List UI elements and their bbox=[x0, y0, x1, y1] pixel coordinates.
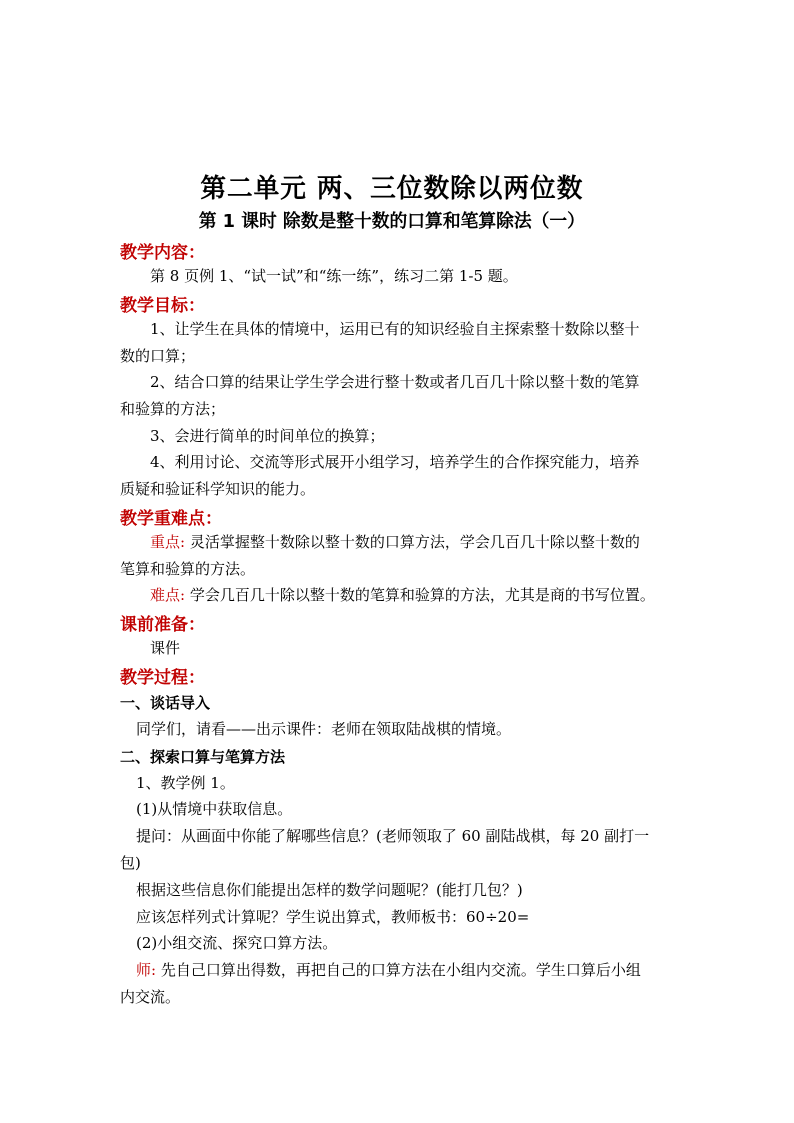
process-line-3b: 包) bbox=[120, 854, 141, 872]
key-point-line-1 bbox=[150, 532, 640, 552]
content-heading: 教学内容： bbox=[120, 243, 205, 263]
goal-1-line-2: 数的口算； bbox=[120, 347, 196, 365]
key-points-heading: 教学重难点： bbox=[120, 509, 222, 529]
section-2-heading: 二、探索口算与笔算方法 bbox=[120, 748, 286, 766]
process-line-1: 1、教学例 1。 bbox=[136, 774, 235, 792]
teacher-text: 先自己口算出得数，再把自己的口算方法在小组内交流。学生口算后小组 bbox=[156, 961, 641, 979]
goal-4-line-2: 质疑和验证科学知识的能力。 bbox=[120, 480, 316, 498]
process-line-2: (1)从情境中获取信息。 bbox=[136, 800, 293, 818]
process-line-6: (2)小组交流、探究口算方法。 bbox=[136, 934, 338, 952]
goal-1-line-1: 1、让学生在具体的情境中，运用已有的知识经验自主探索整十数除以整十 bbox=[150, 320, 640, 338]
section-1-heading: 一、谈话导入 bbox=[120, 694, 211, 712]
key-label: 重点: bbox=[150, 533, 186, 551]
teacher-label: 师: bbox=[136, 961, 157, 979]
goal-4-line-1: 4、利用讨论、交流等形式展开小组学习，培养学生的合作探究能力，培养 bbox=[150, 453, 640, 471]
process-line-7b: 内交流。 bbox=[120, 988, 181, 1006]
goal-3: 3、会进行简单的时间单位的换算； bbox=[150, 427, 385, 445]
process-line-4: 根据这些信息你们能提出怎样的数学问题呢？(能打几包？) bbox=[136, 881, 523, 899]
prep-text: 课件 bbox=[150, 639, 181, 657]
difficulty-line bbox=[150, 585, 655, 605]
process-line-3a: 提问：从画面中你能了解哪些信息？(老师领取了 60 副陆战棋，每 20 副打一 bbox=[136, 827, 650, 845]
lesson-subtitle: 第 1 课时 除数是整十数的口算和笔算除法（一） bbox=[198, 211, 585, 232]
goal-2-line-2: 和验算的方法； bbox=[120, 400, 226, 418]
prep-heading: 课前准备： bbox=[120, 615, 205, 635]
goal-2-line-1: 2、结合口算的结果让学生学会进行整十数或者几百几十除以整十数的笔算 bbox=[150, 373, 640, 391]
goals-heading: 教学目标： bbox=[120, 296, 205, 316]
difficulty-label: 难点: bbox=[150, 586, 186, 604]
page-title: 第二单元 两、三位数除以两位数 bbox=[200, 174, 584, 204]
content-text: 第 8 页例 1、“试一试”和“练一练”，练习二第 1-5 题。 bbox=[150, 267, 518, 285]
process-line-5: 应该怎样列式计算呢？学生说出算式，教师板书：60÷20= bbox=[136, 908, 530, 926]
difficulty-text: 学会几百几十除以整十数的笔算和验算的方法，尤其是商的书写位置。 bbox=[185, 586, 655, 604]
section-1-text: 同学们，请看——出示课件：老师在领取陆战棋的情境。 bbox=[136, 720, 512, 738]
key-text: 灵活掌握整十数除以整十数的口算方法，学会几百几十除以整十数的 bbox=[185, 533, 640, 551]
process-heading: 教学过程： bbox=[120, 668, 205, 688]
key-point-line-2: 笔算和验算的方法。 bbox=[120, 560, 256, 578]
process-line-7a bbox=[136, 960, 641, 980]
